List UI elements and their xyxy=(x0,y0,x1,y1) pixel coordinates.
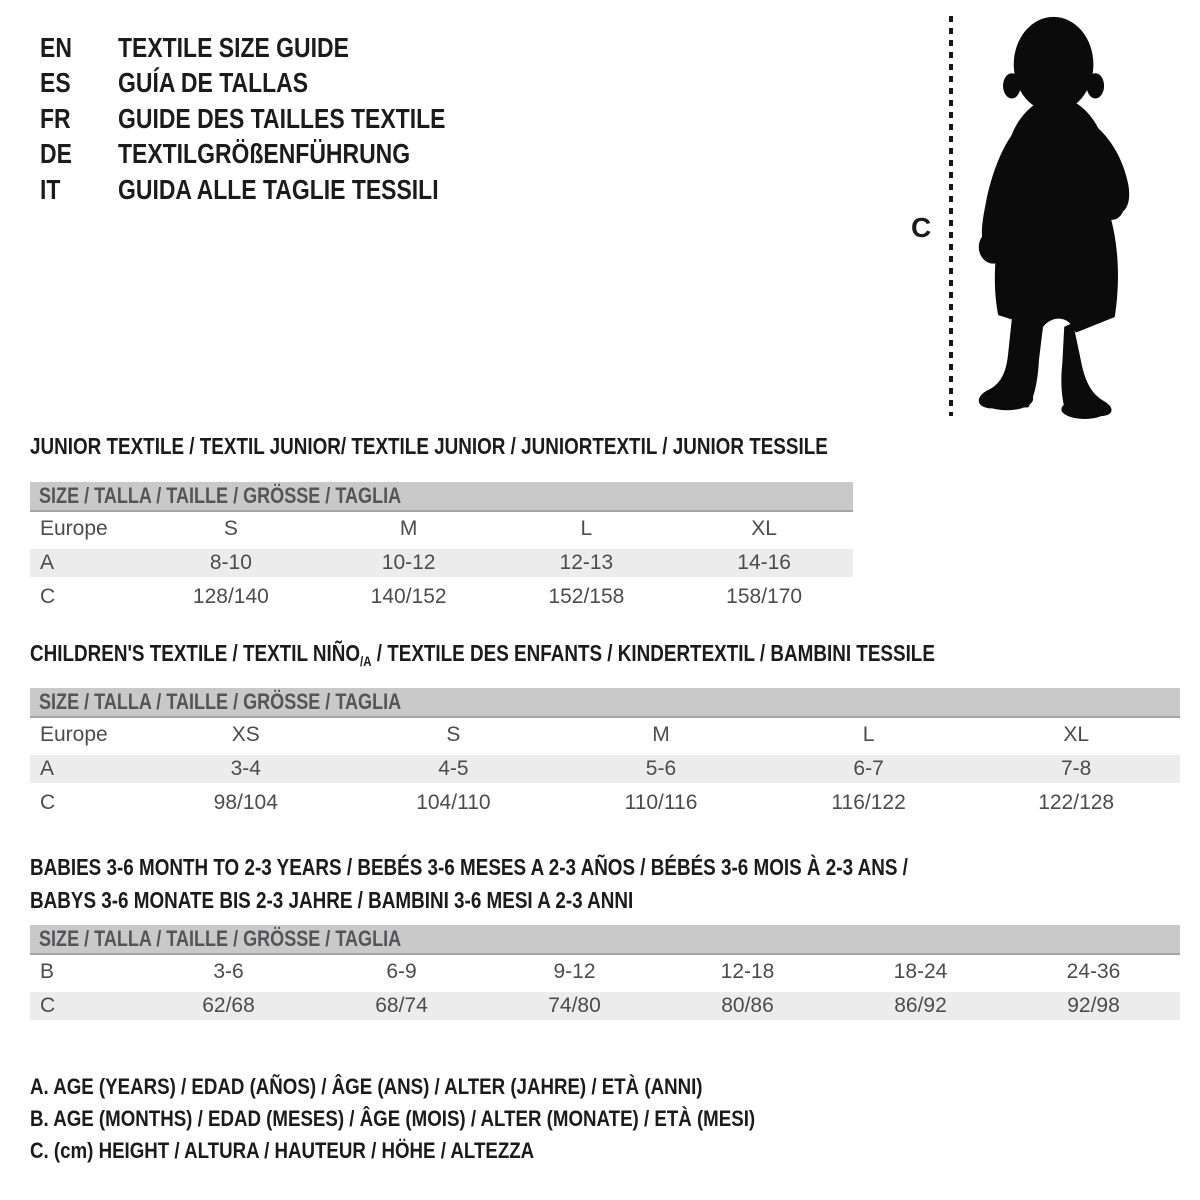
height-measure-label: C xyxy=(911,212,932,243)
language-row xyxy=(40,101,517,137)
language-row xyxy=(40,66,517,102)
row-label: A xyxy=(40,757,55,780)
junior-size-table xyxy=(30,482,853,614)
cell-value: 116/122 xyxy=(831,791,906,814)
measure-legend xyxy=(30,1071,883,1167)
cell-value: 128/140 xyxy=(192,585,269,608)
table-row xyxy=(30,786,1180,820)
cell-value: 3-4 xyxy=(230,757,261,780)
row-label: B xyxy=(40,960,55,983)
cell-value: 74/80 xyxy=(548,994,601,1017)
table-row xyxy=(30,512,853,546)
language-list xyxy=(40,30,517,208)
cell-value: 8-10 xyxy=(209,551,252,574)
language-title: GUIDE DES TAILLES TEXTILE xyxy=(118,102,446,134)
cell-value: L xyxy=(580,517,593,540)
language-code: DE xyxy=(40,138,72,170)
cell-value: 14-16 xyxy=(737,551,791,574)
cell-value: 24-36 xyxy=(1066,960,1121,983)
row-label: Europe xyxy=(40,517,108,540)
row-label: C xyxy=(40,994,56,1017)
children-heading-subscript: /A xyxy=(360,653,372,669)
cell-value: 92/98 xyxy=(1067,994,1120,1017)
cell-value: 12-18 xyxy=(720,960,775,983)
children-heading-suffix: / TEXTILE DES ENFANTS / KINDERTEXTIL / BAMBINI TESSILE xyxy=(371,640,935,666)
table-row xyxy=(30,580,853,614)
cell-value: 10-12 xyxy=(381,551,436,574)
cell-value: 68/74 xyxy=(375,994,428,1017)
language-code: FR xyxy=(40,102,71,134)
cell-value: 62/68 xyxy=(202,994,255,1017)
language-row xyxy=(40,137,517,173)
children-size-header-bar xyxy=(30,688,1180,718)
table-row xyxy=(30,718,1180,752)
junior-heading-text: JUNIOR TEXTILE / TEXTIL JUNIOR/ TEXTILE JUNIOR / JUNIORTEXTIL / JUNIOR TESSILE xyxy=(30,433,828,459)
language-code: ES xyxy=(40,67,71,99)
cell-value: 110/116 xyxy=(624,791,698,814)
table-row xyxy=(30,955,1180,989)
cell-value: 5-6 xyxy=(645,757,677,780)
cell-value: 9-12 xyxy=(553,960,596,983)
size-figure xyxy=(905,12,1175,422)
legend-line: B. AGE (MONTHS) / EDAD (MESES) / ÂGE (MOIS) / ALTER (MONATE) / ETÀ (MESI) xyxy=(30,1106,756,1131)
cell-value: S xyxy=(446,723,461,746)
height-measure-line xyxy=(949,16,953,416)
row-label: A xyxy=(40,551,55,574)
table-row xyxy=(30,546,853,580)
cell-value: 86/92 xyxy=(894,994,947,1017)
language-title: GUÍA DE TALLAS xyxy=(118,67,309,99)
cell-value: 7-8 xyxy=(1060,757,1092,780)
cell-value: 12-13 xyxy=(559,551,614,574)
babies-heading-line1: BABIES 3-6 MONTH TO 2-3 YEARS / BEBÉS 3-6 MESES A 2-3 AÑOS / BÉBÉS 3-6 MOIS À 2-3 ANS / xyxy=(30,854,908,880)
cell-value: 80/86 xyxy=(721,994,774,1017)
row-label: C xyxy=(40,585,56,608)
junior-size-header-bar xyxy=(30,482,853,512)
row-label: C xyxy=(40,791,56,814)
babies-heading-line2: BABYS 3-6 MONATE BIS 2-3 JAHRE / BAMBINI 3-6 MESI A 2-3 ANNI xyxy=(30,887,634,913)
cell-value: 4-5 xyxy=(438,757,469,780)
toddler-silhouette-icon xyxy=(963,12,1148,420)
children-size-header-text: SIZE / TALLA / TAILLE / GRÖSSE / TAGLIA xyxy=(39,689,402,714)
cell-value: XL xyxy=(1063,723,1090,746)
cell-value: S xyxy=(223,517,238,540)
row-label: Europe xyxy=(40,723,108,746)
babies-section-heading xyxy=(30,851,1180,917)
cell-value: 3-6 xyxy=(213,960,244,983)
babies-size-table xyxy=(30,925,1180,1023)
cell-value: 98/104 xyxy=(213,791,278,814)
table-row xyxy=(30,752,1180,786)
cell-value: 140/152 xyxy=(370,585,447,608)
legend-line: A. AGE (YEARS) / EDAD (AÑOS) / ÂGE (ANS) / ALTER (JAHRE) / ETÀ (ANNI) xyxy=(30,1074,703,1099)
cell-value: 122/128 xyxy=(1038,791,1115,814)
language-code: EN xyxy=(40,31,72,63)
cell-value: 158/170 xyxy=(726,585,803,608)
cell-value: M xyxy=(652,723,670,746)
cell-value: 6-7 xyxy=(853,757,884,780)
babies-size-header-bar xyxy=(30,925,1180,955)
language-row xyxy=(40,172,517,208)
cell-value: 18-24 xyxy=(893,960,948,983)
cell-value: XL xyxy=(751,517,777,540)
legend-line: C. (cm) HEIGHT / ALTURA / HAUTEUR / HÖHE / ALTEZZA xyxy=(30,1138,535,1163)
babies-size-header-text: SIZE / TALLA / TAILLE / GRÖSSE / TAGLIA xyxy=(39,926,402,951)
children-size-table xyxy=(30,688,1180,820)
cell-value: 104/110 xyxy=(416,791,491,814)
junior-size-header-text: SIZE / TALLA / TAILLE / GRÖSSE / TAGLIA xyxy=(39,483,402,508)
children-heading-text xyxy=(30,640,935,674)
cell-value: XS xyxy=(231,723,260,746)
language-title: TEXTILE SIZE GUIDE xyxy=(118,31,349,63)
cell-value: 6-9 xyxy=(386,960,417,983)
junior-section-heading xyxy=(30,433,930,459)
cell-value: M xyxy=(399,517,418,540)
table-row xyxy=(30,989,1180,1023)
language-code: IT xyxy=(40,173,61,205)
cell-value: 152/158 xyxy=(548,585,625,608)
language-row xyxy=(40,30,517,66)
children-heading-prefix: CHILDREN'S TEXTILE / TEXTIL NIÑO xyxy=(30,640,361,666)
children-section-heading xyxy=(30,640,1180,674)
cell-value: L xyxy=(862,723,875,746)
language-title: GUIDA ALLE TAGLIE TESSILI xyxy=(118,173,439,205)
language-title: TEXTILGRÖßENFÜHRUNG xyxy=(118,138,411,170)
